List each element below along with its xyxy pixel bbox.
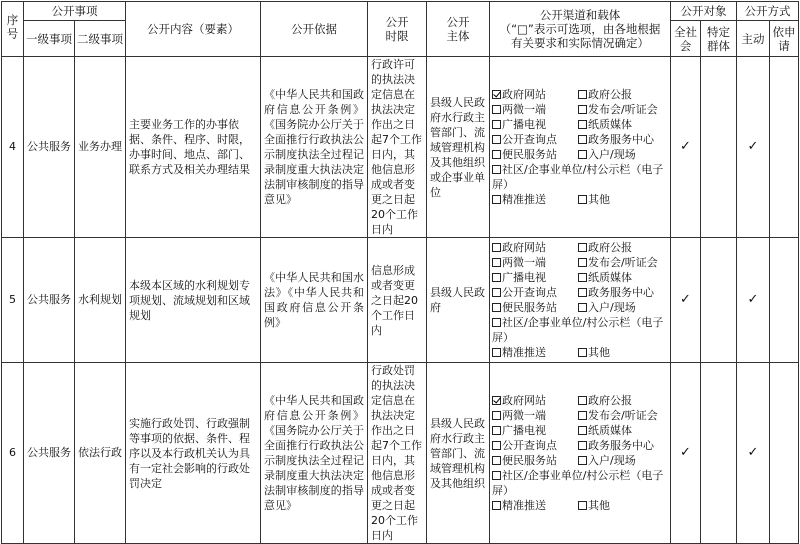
checkbox-icon — [578, 273, 587, 282]
channel-label: 政府网站 — [502, 241, 546, 254]
row-method-request — [770, 363, 799, 544]
checkbox-icon — [578, 120, 587, 129]
channel-weibo — [492, 408, 578, 423]
channel-weibo — [492, 255, 578, 270]
channel-label: 广播电视 — [502, 424, 546, 437]
channel-query — [492, 285, 578, 300]
channel-label: 发布会/听证会 — [588, 103, 658, 116]
channel-label: 政府公报 — [588, 88, 632, 101]
row-time-limit: 行政处罚的执法决定信息在执法决定作出之日起7个工作日内，其他信息形成或者变更之日起20个工作日内 — [368, 363, 427, 544]
header-seq: 序号 — [2, 2, 24, 57]
row-method-active: ✓ — [737, 238, 770, 363]
checkbox-icon — [578, 501, 587, 510]
header-level2: 二级事项 — [75, 21, 126, 57]
checkbox-icon — [578, 150, 587, 159]
checkbox-icon — [492, 471, 501, 480]
row-basis: 《中华人民共和国政府信息公开条例》《国务院办公厅关于全面推行行政执法公示制度执法全过程记录制度重大执法决定法制审核制度的指导意见》 — [261, 57, 368, 238]
channel-label: 社区/企事业单位/村公示栏（电子屏） — [492, 469, 664, 497]
checkbox-icon — [578, 411, 587, 420]
header-target-specific: 特定群体 — [701, 21, 737, 57]
row-level2: 水利规划 — [75, 238, 126, 363]
channel-service-center — [578, 438, 654, 453]
channel-label: 便民服务站 — [502, 148, 557, 161]
channel-label: 便民服务站 — [502, 301, 557, 314]
checkbox-icon — [492, 441, 501, 450]
channel-label: 发布会/听证会 — [588, 256, 658, 269]
channel-paper — [578, 117, 632, 132]
channel-weibo — [492, 102, 578, 117]
channel-label: 政府网站 — [502, 394, 546, 407]
checkbox-icon — [492, 258, 501, 267]
checked-box-icon — [492, 396, 501, 405]
row-level1: 公共服务 — [24, 57, 75, 238]
table-row — [2, 363, 799, 544]
channel-label: 便民服务站 — [502, 454, 557, 467]
channel-convenience — [492, 147, 578, 162]
channel-label: 两微一端 — [502, 409, 546, 422]
header-subject: 公开主体 — [427, 2, 490, 57]
channel-label: 其他 — [588, 346, 610, 359]
channel-push — [492, 192, 578, 207]
channel-press — [578, 408, 658, 423]
channel-label: 纸质媒体 — [588, 118, 632, 131]
row-seq: 6 — [2, 363, 24, 544]
channel-label: 其他 — [588, 193, 610, 206]
channel-website — [492, 87, 578, 102]
channel-other — [578, 192, 610, 207]
header-target: 公开对象 — [671, 2, 737, 21]
checkbox-icon — [492, 411, 501, 420]
channel-label: 公开查询点 — [502, 439, 557, 452]
channel-label: 入户/现场 — [588, 454, 636, 467]
channel-label: 发布会/听证会 — [588, 409, 658, 422]
checkbox-icon — [578, 90, 587, 99]
channel-label: 两微一端 — [502, 256, 546, 269]
row-method-request — [770, 57, 799, 238]
header-channels-title: 公开渠道和载体 — [539, 8, 621, 22]
row-level1: 公共服务 — [24, 363, 75, 544]
checkbox-icon — [492, 318, 501, 327]
checked-box-icon — [492, 90, 501, 99]
checkbox-icon — [578, 348, 587, 357]
checkbox-icon — [492, 135, 501, 144]
channel-board — [492, 316, 663, 344]
channel-gazette — [578, 393, 632, 408]
checkbox-icon — [492, 105, 501, 114]
channel-label: 精准推送 — [502, 499, 546, 512]
channel-other — [578, 498, 610, 513]
row-time-limit: 信息形成或者变更之日起20个工作日内 — [368, 238, 427, 363]
channel-press — [578, 102, 658, 117]
channel-label: 纸质媒体 — [588, 424, 632, 437]
checkbox-icon — [578, 396, 587, 405]
checkbox-icon — [578, 243, 587, 252]
channel-website — [492, 393, 578, 408]
row-channels — [490, 57, 671, 238]
channel-label: 入户/现场 — [588, 301, 636, 314]
header-row-1 — [2, 2, 799, 21]
header-basis: 公开依据 — [261, 2, 368, 57]
channel-board — [492, 163, 663, 191]
checkbox-icon — [578, 288, 587, 297]
channel-convenience — [492, 453, 578, 468]
channel-label: 政府网站 — [502, 88, 546, 101]
channel-service-center — [578, 285, 654, 300]
header-content: 公开内容（要素） — [126, 2, 261, 57]
channel-onsite — [578, 453, 636, 468]
header-target-all: 全社会 — [671, 21, 701, 57]
row-seq: 5 — [2, 238, 24, 363]
row-seq: 4 — [2, 57, 24, 238]
header-channels-note: （“□”表示可选项，由各地根据有关要求和实际情况确定） — [499, 22, 661, 50]
channel-tv — [492, 117, 578, 132]
channel-onsite — [578, 147, 636, 162]
channel-push — [492, 498, 578, 513]
header-channels — [490, 2, 671, 57]
channel-label: 纸质媒体 — [588, 271, 632, 284]
checkbox-icon — [492, 273, 501, 282]
channel-paper — [578, 423, 632, 438]
channel-label: 社区/企事业单位/村公示栏（电子屏） — [492, 316, 664, 344]
checkbox-icon — [492, 426, 501, 435]
channel-label: 两微一端 — [502, 103, 546, 116]
header-method-request: 依申请 — [770, 21, 799, 57]
checkbox-icon — [578, 441, 587, 450]
row-target-all: ✓ — [671, 57, 701, 238]
channel-label: 公开查询点 — [502, 133, 557, 146]
row-content: 主要业务工作的办事依据、条件、程序、时限，办事时间、地点、部门、联系方式及相关办理结果 — [126, 57, 261, 238]
row-time-limit: 行政许可的执法决定信息在执法决定作出之日起7个工作日内，其他信息形成或者变更之日起20个工作日内 — [368, 57, 427, 238]
channel-label: 政务服务中心 — [588, 439, 654, 452]
channel-paper — [578, 270, 632, 285]
row-level2: 业务办理 — [75, 57, 126, 238]
row-level2: 依法行政 — [75, 363, 126, 544]
channel-query — [492, 438, 578, 453]
channel-push — [492, 345, 578, 360]
channel-label: 其他 — [588, 499, 610, 512]
row-target-specific — [701, 238, 737, 363]
row-subject: 县级人民政府水行政主管部门、流域管理机构及其他组织或企事业单位 — [427, 57, 490, 238]
channel-label: 入户/现场 — [588, 148, 636, 161]
channel-gazette — [578, 87, 632, 102]
channel-onsite — [578, 300, 636, 315]
checkbox-icon — [578, 303, 587, 312]
channel-label: 政府公报 — [588, 394, 632, 407]
header-time-limit: 公开时限 — [368, 2, 427, 57]
channel-label: 公开查询点 — [502, 286, 557, 299]
channel-board — [492, 469, 663, 497]
channel-gazette — [578, 240, 632, 255]
checkbox-icon — [492, 501, 501, 510]
row-channels — [490, 238, 671, 363]
header-method: 公开方式 — [737, 2, 799, 21]
row-method-active: ✓ — [737, 363, 770, 544]
row-subject: 县级人民政府 — [427, 238, 490, 363]
row-target-specific — [701, 363, 737, 544]
row-content: 本级本区域的水利规划专项规划、流域规划和区域规划 — [126, 238, 261, 363]
channel-tv — [492, 270, 578, 285]
row-method-request — [770, 238, 799, 363]
channel-label: 精准推送 — [502, 346, 546, 359]
checkbox-icon — [492, 288, 501, 297]
channel-label: 精准推送 — [502, 193, 546, 206]
channel-website — [492, 240, 578, 255]
checkbox-icon — [492, 456, 501, 465]
channel-other — [578, 345, 610, 360]
checkbox-icon — [578, 426, 587, 435]
table-row — [2, 57, 799, 238]
channel-label: 政务服务中心 — [588, 286, 654, 299]
channel-service-center — [578, 132, 654, 147]
checkbox-icon — [492, 165, 501, 174]
header-method-active: 主动 — [737, 21, 770, 57]
row-method-active: ✓ — [737, 57, 770, 238]
channel-label: 政府公报 — [588, 241, 632, 254]
checkbox-icon — [578, 258, 587, 267]
row-subject: 县级人民政府水行政主管部门、流域管理机构及其他组织 — [427, 363, 490, 544]
checkbox-icon — [492, 120, 501, 129]
header-level1: 一级事项 — [24, 21, 75, 57]
channel-label: 社区/企事业单位/村公示栏（电子屏） — [492, 163, 664, 191]
row-content: 实施行政处罚、行政强制等事项的依据、条件、程序以及本行政机关认为具有一定社会影响的行政处罚决定 — [126, 363, 261, 544]
checkbox-icon — [492, 243, 501, 252]
row-basis: 《中华人民共和国政府信息公开条例》《国务院办公厅关于全面推行行政执法公示制度执法全过程记录制度重大执法决定法制审核制度的指导意见》 — [261, 363, 368, 544]
checkbox-icon — [492, 195, 501, 204]
channel-tv — [492, 423, 578, 438]
row-target-all: ✓ — [671, 363, 701, 544]
row-target-specific — [701, 57, 737, 238]
checkbox-icon — [578, 456, 587, 465]
channel-label: 政务服务中心 — [588, 133, 654, 146]
checkbox-icon — [578, 105, 587, 114]
channel-convenience — [492, 300, 578, 315]
checkbox-icon — [578, 135, 587, 144]
checkbox-icon — [492, 348, 501, 357]
header-matter: 公开事项 — [24, 2, 126, 21]
channel-query — [492, 132, 578, 147]
channel-label: 广播电视 — [502, 118, 546, 131]
channel-label: 广播电视 — [502, 271, 546, 284]
table-row — [2, 238, 799, 363]
channel-press — [578, 255, 658, 270]
row-target-all: ✓ — [671, 238, 701, 363]
disclosure-table — [1, 1, 799, 544]
checkbox-icon — [492, 303, 501, 312]
row-channels — [490, 363, 671, 544]
row-level1: 公共服务 — [24, 238, 75, 363]
row-basis: 《中华人民共和国水法》《中华人民共和国政府信息公开条例》 — [261, 238, 368, 363]
checkbox-icon — [492, 150, 501, 159]
checkbox-icon — [578, 195, 587, 204]
